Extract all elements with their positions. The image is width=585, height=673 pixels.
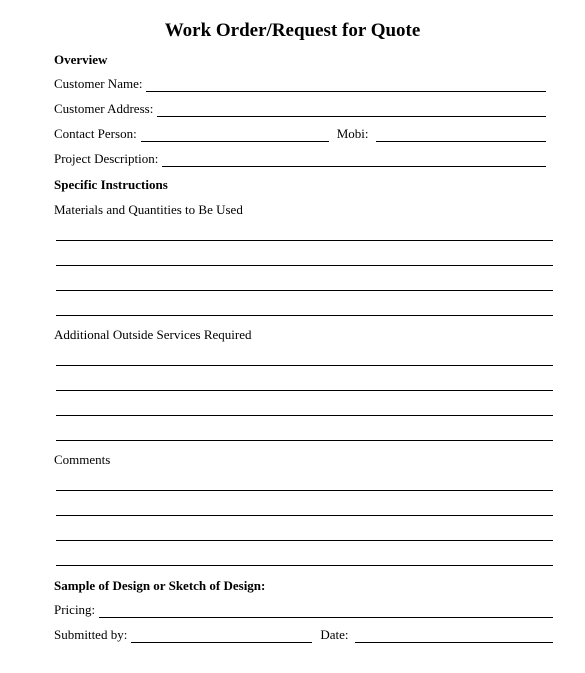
contact-row xyxy=(54,126,546,142)
project-description-row xyxy=(54,151,546,167)
date-label: Date: xyxy=(320,627,349,642)
comments-line[interactable] xyxy=(56,565,553,566)
services-label: Additional Outside Services Required xyxy=(54,327,252,342)
services-line[interactable] xyxy=(56,440,553,441)
mobi-label: Mobi: xyxy=(336,126,369,141)
materials-line[interactable] xyxy=(56,240,553,241)
page-title: Work Order/Request for Quote xyxy=(164,20,421,41)
project-description-label: Project Description: xyxy=(54,151,159,166)
contact-person-field[interactable] xyxy=(141,127,329,142)
specific-instructions-heading: Specific Instructions xyxy=(54,177,168,192)
submission-row xyxy=(54,627,553,643)
overview-heading: Overview xyxy=(54,52,108,67)
submitted-by-field[interactable] xyxy=(131,628,312,643)
submitted-by-label: Submitted by: xyxy=(54,627,128,642)
services-line[interactable] xyxy=(56,390,553,391)
pricing-row xyxy=(54,602,553,618)
project-description-field[interactable] xyxy=(162,152,546,167)
contact-person-label: Contact Person: xyxy=(54,126,137,141)
date-field[interactable] xyxy=(355,628,553,643)
comments-line[interactable] xyxy=(56,490,553,491)
pricing-label: Pricing: xyxy=(54,602,96,617)
customer-name-field[interactable] xyxy=(146,77,546,92)
mobi-field[interactable] xyxy=(376,127,546,142)
customer-name-row xyxy=(54,76,546,92)
comments-line[interactable] xyxy=(56,540,553,541)
customer-address-row xyxy=(54,101,546,117)
comments-label: Comments xyxy=(54,452,111,467)
materials-line[interactable] xyxy=(56,290,553,291)
materials-label: Materials and Quantities to Be Used xyxy=(54,202,243,217)
customer-name-label: Customer Name: xyxy=(54,76,143,91)
materials-line[interactable] xyxy=(56,315,553,316)
pricing-field[interactable] xyxy=(99,603,553,618)
design-sketch-heading: Sample of Design or Sketch of Design: xyxy=(54,578,266,593)
materials-line[interactable] xyxy=(56,265,553,266)
customer-address-label: Customer Address: xyxy=(54,101,154,116)
services-line[interactable] xyxy=(56,415,553,416)
comments-line[interactable] xyxy=(56,515,553,516)
customer-address-field[interactable] xyxy=(157,102,546,117)
services-line[interactable] xyxy=(56,365,553,366)
